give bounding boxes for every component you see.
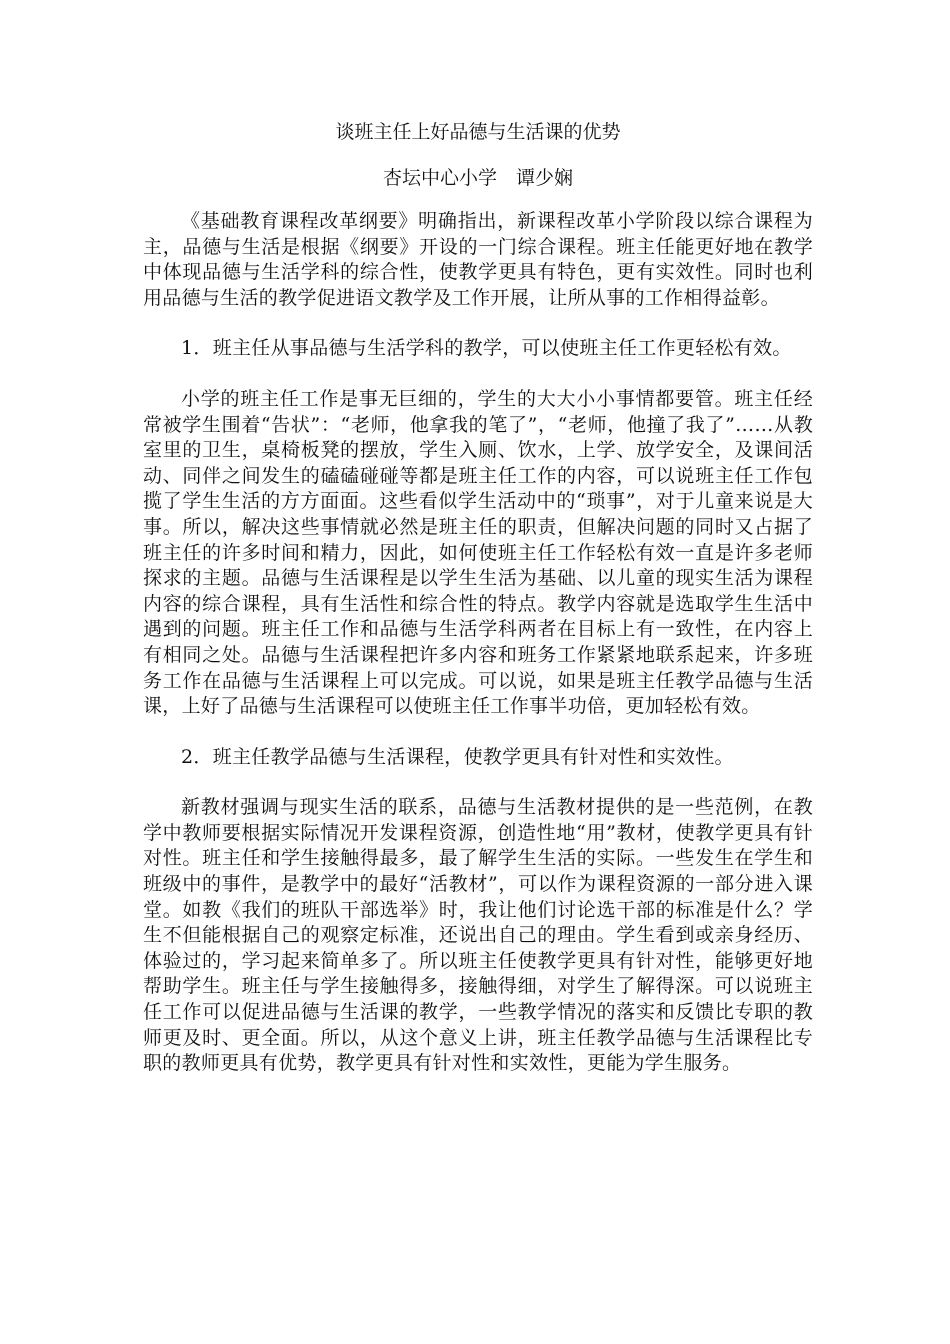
section-body-2: 新教材强调与现实生活的联系，品德与生活教材提供的是一些范例，在教学中教师要根据实际情况开发课程资源，创造性地“用”教材，使教学更具有针对性。班主任和学生接触得最多，最了解学生生活的实际。一些发生在学生和班级中的事件，是教学中的最好“活教材”，可以作为课程资源的一部分进入课堂。如教《我们的班队干部选举》时，我让他们讨论选干部的标准是什么？学生不但能根据自己的观察定标准，还说出自己的理由。学生看到或亲身经历、体验过的，学习起来简单多了。所以班主任使教学更具有针对性，能够更好地帮助学生。班主任与学生接触得多，接触得细，对学生了解得深。可以说班主任工作可以促进品德与生活课的教学，一些教学情况的落实和反馈比专职的教师更及时、更全面。所以，从这个意义上讲，班主任教学品德与生活课程比专职的教师更具有优势，教学更具有针对性和实效性，更能为学生服务。 [143, 796, 813, 1075]
document-title: 谈班主任上好品德与生活课的优势 [335, 121, 621, 143]
section-heading-1: 1．班主任从事品德与生活学科的教学，可以使班主任工作更轻松有效。 [181, 337, 792, 360]
author-byline: 杏坛中心小学 谭少娴 [382, 167, 573, 189]
section-heading-2: 2．班主任教学品德与生活课程，使教学更具有针对性和实效性。 [181, 745, 734, 768]
section-body-1: 小学的班主任工作是事无巨细的，学生的大大小小事情都要管。班主任经常被学生围着“告状”：“老师，他拿我的笔了”，“老师，他撞了我了”……从教室里的卫生，桌椅板凳的摆放，学生入厕、饮水，上学、放学安全，及课间活动、同伴之间发生的磕磕碰碰等都是班主任工作的内容，可以说班主任工作包揽了学生生活的方方面面。这些看似学生活动中的“琐事”，对于儿童来说是大事。所以，解决这些事情就必然是班主任的职责，但解决问题的同时又占据了班主任的许多时间和精力，因此，如何使班主任工作轻松有效一直是许多老师探求的主题。品德与生活课程是以学生生活为基础、以儿童的现实生活为课程内容的综合课程，具有生活性和综合性的特点。教学内容就是选取学生生活中遇到的问题。班主任工作和品德与生活学科两者在目标上有一致性，在内容上有相同之处。品德与生活课程把许多内容和班务工作紧紧地联系起来，许多班务工作在品德与生活课程上可以完成。可以说，如果是班主任教学品德与生活课，上好了品德与生活课程可以使班主任工作事半功倍，更加轻松有效。 [143, 387, 813, 718]
intro-paragraph: 《基础教育课程改革纲要》明确指出，新课程改革小学阶段以综合课程为主，品德与生活是根据《纲要》开设的一门综合课程。班主任能更好地在教学中体现品德与生活学科的综合性，使教学更具有特色，更有实效性。同时也利用品德与生活的教学促进语文教学及工作开展，让所从事的工作相得益彰。 [143, 210, 813, 309]
document-page [143, 118, 813, 1102]
